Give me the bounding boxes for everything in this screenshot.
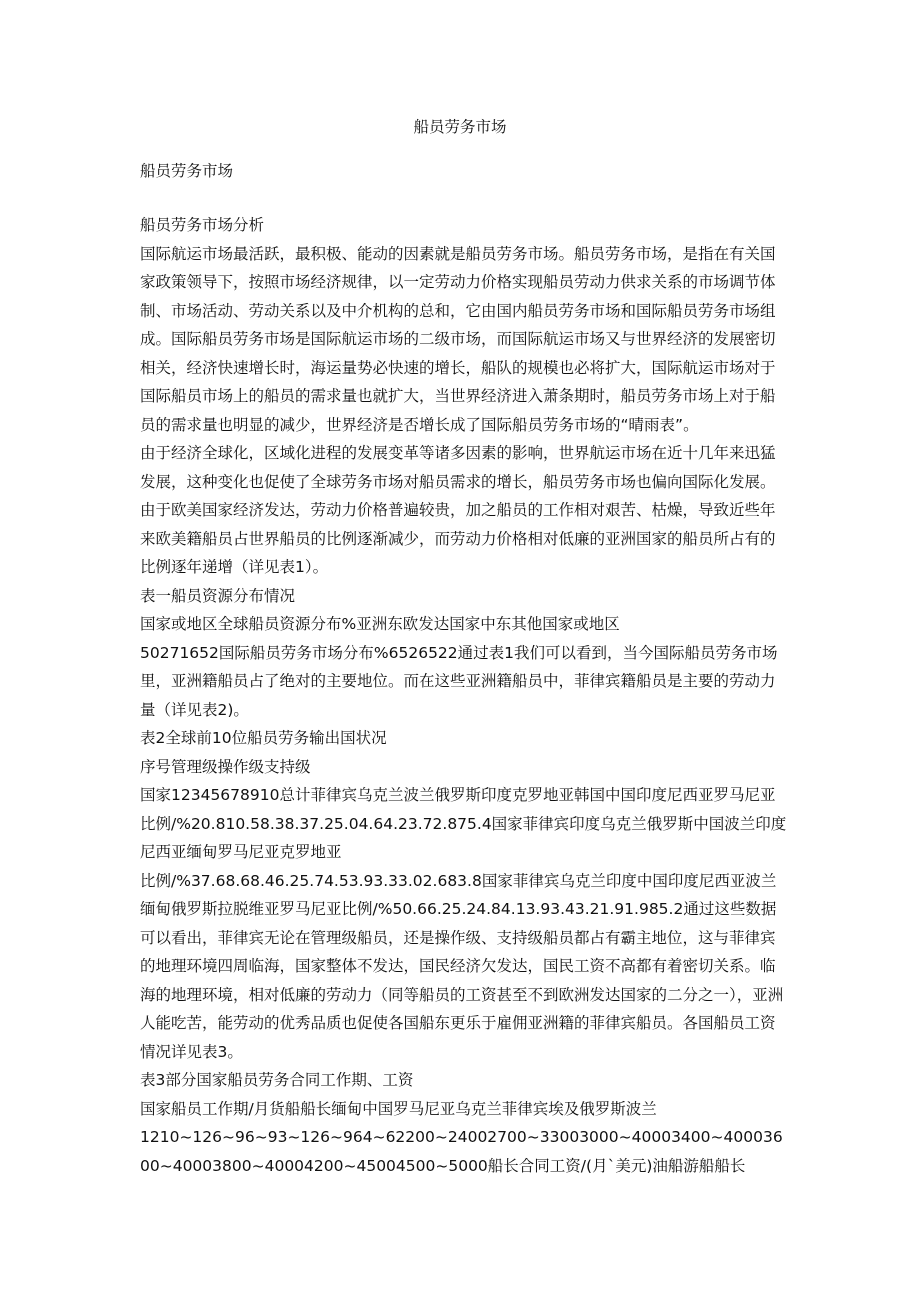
document-title: 船员劳务市场	[413, 118, 507, 136]
paragraph: 50271652国际船员劳务市场分布%6526522通过表1我们可以看到，当今国际船员劳务市场里，亚洲籍船员占了绝对的主要地位。而在这些亚洲籍船员中，菲律宾籍船员是主要的劳动力量（详见表2)。	[140, 643, 778, 719]
section-heading: 船员劳务市场分析	[140, 216, 265, 234]
table-text: 国家船员工作期/月货船船长缅甸中国罗马尼亚乌克兰菲律宾埃及俄罗斯波兰	[140, 1099, 657, 1118]
paragraph: 国际航运市场最活跃，最积极、能动的因素就是船员劳务市场。船员劳务市场，是指在有关国家政策领导下，按照市场经济规律，以一定劳动力价格实现船员劳动力供求关系的市场调节体制、市场活动、劳动关系以及中介机构的总和，它由国内船员劳务市场和国际船员劳务市场组成。国际船员劳务市场是国际航运市场的二级市场，而国际航运市场又与世界经济的发展密切相关，经济快速增长时，海运量势必快速的增长，船队的规模也必将扩大，国际航运市场对于国际船员市场上的船员的需求量也就扩大，当世界经济进入萧条期时，船员劳务市场上对于船员的需求量也明显的减少，世界经济是否增长成了国际船员劳务市场的“晴雨表”。	[140, 244, 776, 434]
table-text: 国家或地区全球船员资源分布%亚洲东欧发达国家中东其他国家或地区	[140, 615, 620, 633]
table-text: 序号管理级操作级支持级	[140, 757, 311, 776]
document-body	[140, 211, 790, 1180]
table-caption: 表2全球前10位船员劳务输出国状况	[140, 729, 387, 747]
table-text: 1210~126~96~93~126~964~62200~24002700~33003000~40003400~40003600~40003800~40004200~45004500~5000船长合同工资/(月`美元)油船游船船长	[140, 1128, 783, 1175]
document-subtitle: 船员劳务市场	[140, 162, 234, 180]
table-caption: 表一船员资源分布情况	[140, 586, 296, 605]
table-caption: 表3部分国家船员劳务合同工作期、工资	[140, 1071, 414, 1089]
table-text: 国家12345678910总计菲律宾乌克兰波兰俄罗斯印度克罗地亚韩国中国印度尼西亚罗马尼亚比例/%20.810.58.38.37.25.04.64.23.72.875.4国家菲律宾印度乌克兰俄罗斯中国波兰印度尼西亚缅甸罗马尼亚克罗地亚	[140, 786, 787, 861]
paragraph: 比例/%37.68.68.46.25.74.53.93.33.02.683.8国家菲律宾乌克兰印度中国印度尼西亚波兰缅甸俄罗斯拉脱维亚罗马尼亚比例/%50.66.25.24.84.13.93.43.21.91.985.2通过这些数据可以看出，菲律宾无论在管理级船员，还是操作级、支持级船员都占有霸主地位，这与菲律宾的地理环境四周临海，国家整体不发达，国民经济欠发达，国民工资不高都有着密切关系。临海的地理环境，相对低廉的劳动力（同等船员的工资甚至不到欧洲发达国家的二分之一），亚洲人能吃苦，能劳动的优秀品质也促使各国船东更乐于雇佣亚洲籍的菲律宾船员。各国船员工资情况详见表3。	[140, 871, 784, 1061]
paragraph: 由于经济全球化，区域化进程的发展变革等诸多因素的影响，世界航运市场在近十几年来迅猛发展，这种变化也促使了全球劳务市场对船员需求的增长，船员劳务市场也偏向国际化发展。由于欧美国家经济发达，劳动力价格普遍较贵，加之船员的工作相对艰苦、枯燥，导致近些年来欧美籍船员占世界船员的比例逐渐减少，而劳动力价格相对低廉的亚洲国家的船员所占有的比例逐年递增（详见表1）。	[140, 444, 776, 576]
